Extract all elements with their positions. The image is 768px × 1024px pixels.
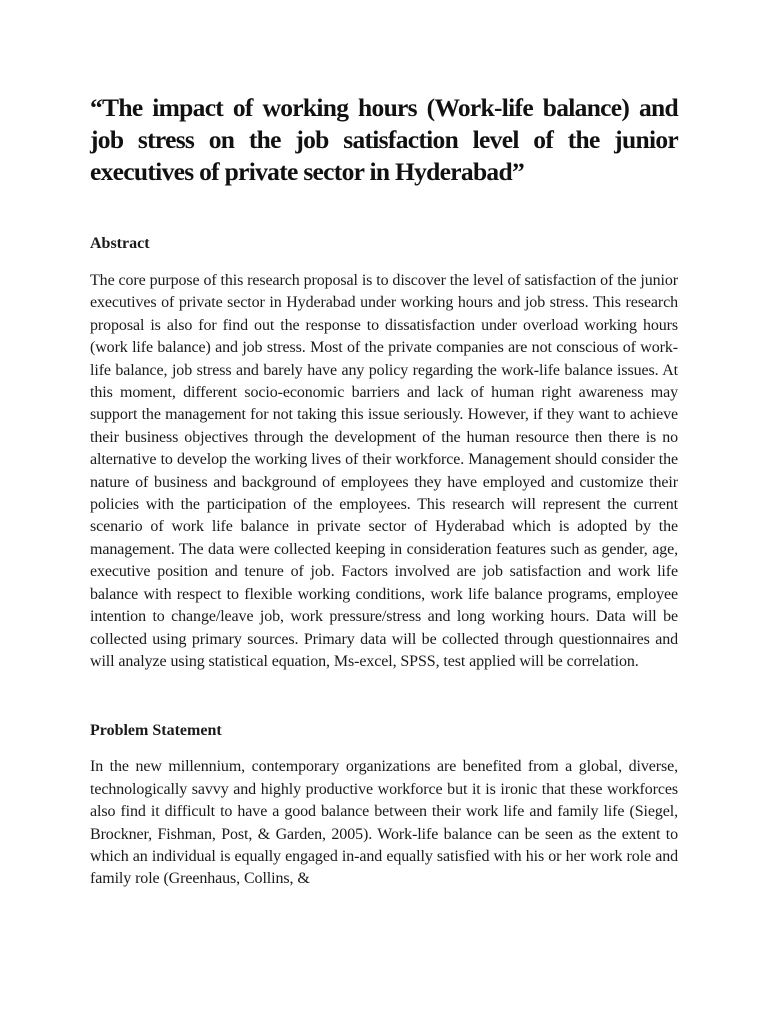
document-title: “The impact of working hours (Work-life balance) and job stress on the job satisfaction level of the junior executives of private sector in Hyderabad” (90, 93, 678, 186)
document-page (90, 92, 678, 891)
abstract-heading: Abstract (90, 235, 150, 252)
problem-statement-paragraph: In the new millennium, contemporary organizations are benefited from a global, diverse, technologically savvy and highly productive workforce but it is ironic that these workforces also find it difficult to have a good balance between their work life and family life (Siegel, Brockner, Fishman, Post, & Garden, 2005). Work-life balance can be seen as the extent to which an individual is equally engaged in-and equally satisfied with his or her work role and family role (Greenhaus, Collins, & (90, 758, 678, 888)
abstract-paragraph: The core purpose of this research proposal is to discover the level of satisfaction of the junior executives of private sector in Hyderabad under working hours and job stress. This research proposal is also for find out the response to dissatisfaction under overload working hours (work life balance) and job stress. Most of the private companies are not conscious of work-life balance, job stress and barely have any policy regarding the work-life balance issues. At this moment, different socio-economic barriers and lack of human right awareness may support the management for not taking this issue seriously. However, if they want to achieve their business objectives through the development of the human resource then there is no alternative to develop the working lives of their workforce. Management should consider the nature of business and background of employees they have employed and customize their policies with the participation of the employees. This research will represent the current scenario of work life balance in private sector of Hyderabad which is adopted by the management. The data were collected keeping in consideration features such as gender, age, executive position and tenure of job. Factors involved are job satisfaction and work life balance with respect to flexible working conditions, work life balance programs, employee intention to change/leave job, work pressure/stress and long working hours. Data will be collected using primary sources. Primary data will be collected through questionnaires and will analyze using statistical equation, Ms-excel, SPSS, test applied will be correlation. (90, 272, 678, 670)
problem-statement-heading: Problem Statement (90, 722, 222, 740)
